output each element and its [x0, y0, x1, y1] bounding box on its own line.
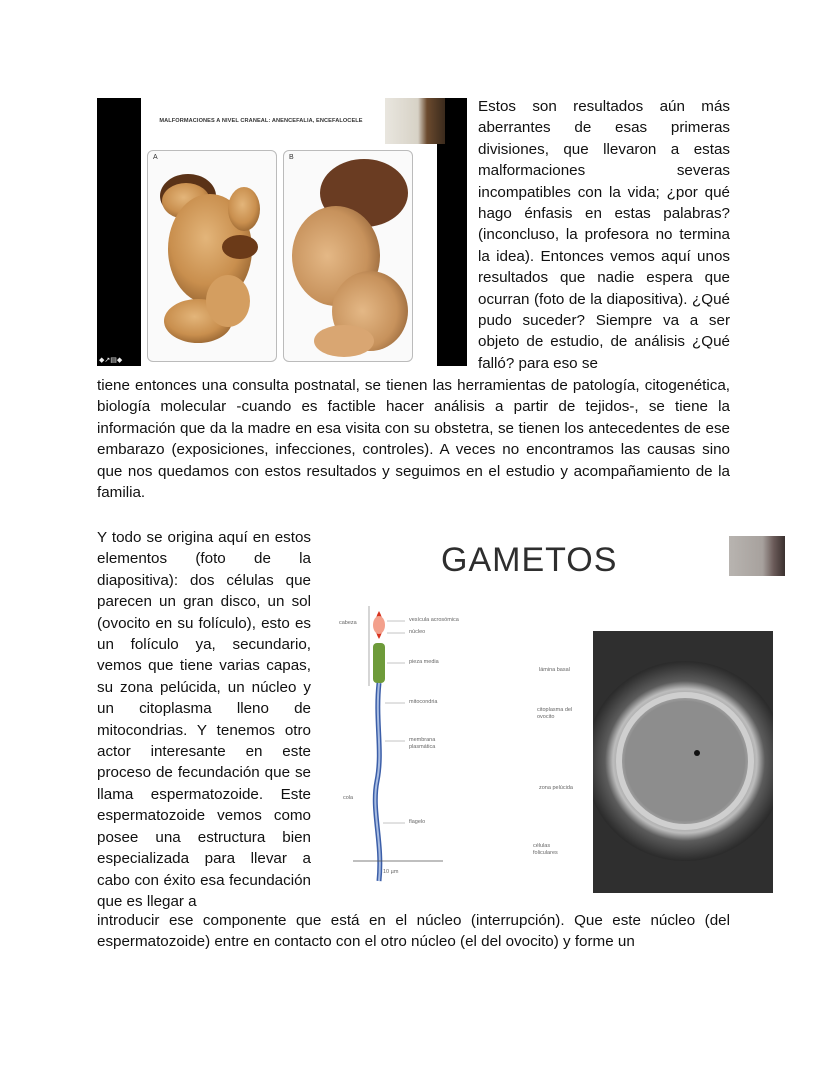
label-membrana: membrana plasmática	[409, 737, 436, 750]
label-mitocondria: mitocondria	[409, 699, 438, 705]
fetus-a-photo	[148, 151, 276, 361]
label-nucleo: núcleo	[409, 629, 426, 635]
paragraph-4: introducir ese componente que está en el núcleo (interrupción). Que este núcleo (del espermatozoide) entre en contacto con el otro núcleo (el del ovocito) y forme un	[97, 912, 730, 951]
panel-b-encefalocele	[283, 150, 413, 362]
figure-malformaciones	[97, 98, 467, 366]
figure-gametos	[323, 531, 785, 898]
panel-a-anencefalia	[147, 150, 277, 362]
label-zona: zona pelúcida	[539, 785, 573, 791]
label-celulas: células foliculares	[533, 843, 558, 856]
webcam-thumbnail	[385, 98, 445, 144]
label-pieza-media: pieza media	[409, 659, 439, 665]
fetus-b-photo	[284, 151, 412, 361]
slide-toolbar[interactable]: ◆↗▤◆	[99, 357, 123, 364]
label-cola: cola	[343, 795, 354, 801]
label-lamina: lámina basal	[539, 667, 570, 673]
label-vesicula: vesícula acrosómica	[409, 617, 459, 623]
paragraph-2: tiene entonces una consulta postnatal, se tienen las herramientas de patología, citogenética, biología molecular -cuando es factible hacer análisis a partir de tejidos-, se tiene la información que da la madre en esa visita con su obstetra, se tienen los antecedentes de ese embarazo (exposiciones, infecciones, controles). A veces no encontramos las causas sino que nos quedamos con estos resultados y seguimos en el estudio y acompañamiento de la familia.	[97, 377, 730, 502]
paragraph-1: Estos son resultados aún más aberrantes de esas primeras divisiones, que llevaron a estas malformaciones severas incompatibles con la vida; ¿por qué hago énfasis en estas palabras? (inconcluso, la profesora no termina la idea). Entonces vemos aquí unos resultados que nadie espera que ocurran (foto de la diapositiva). ¿Qué pudo suceder? Siempre va a ser objeto de estudio, de análisis ¿Qué falló? para eso se	[478, 98, 730, 372]
label-citoplasma: citoplasma del ovocito	[537, 707, 573, 720]
panel-b-label: B	[289, 154, 294, 161]
label-cabeza: cabeza	[339, 620, 357, 626]
slide-title-gametos: GAMETOS	[441, 541, 618, 579]
slide-title-malformaciones: MALFORMACIONES A NIVEL CRANEAL: ANENCEFALIA, ENCEFALOCELE	[159, 118, 363, 124]
oocyte-micrograph	[593, 631, 773, 893]
label-flagelo: flagelo	[409, 819, 426, 825]
panel-a-label: A	[153, 154, 158, 161]
paragraph-3: Y todo se origina aquí en estos elementos (foto de la diapositiva): dos células que parecen un gran disco, un sol (ovocito en su folículo), esto es un folículo ya, secundario, vemos que tiene varias capas, su zona pelúcida, un núcleo y un citoplasma lleno de mitocondrias. Y tenemos otro actor interesante en este proceso de fecundación que se llama espermatozoide. Este espermatozoide vemos como posee una estructura bien especializada para llevar a cabo con éxito esa fecundación que es llegar a	[97, 529, 311, 910]
label-escala: 10 µm	[383, 869, 399, 875]
webcam-thumbnail-2	[729, 536, 785, 576]
